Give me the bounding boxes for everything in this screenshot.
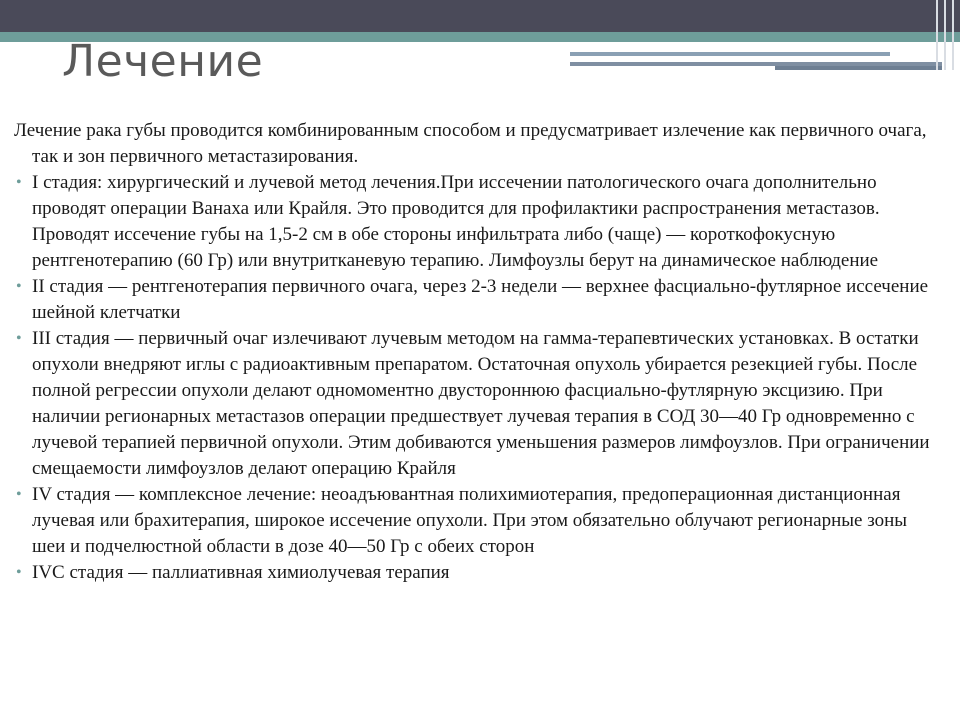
list-item-text: IVC стадия — паллиативная химиолучевая терапия [32,562,450,583]
list-item [14,482,932,560]
bullet-icon: • [16,174,22,191]
header-stripe [775,66,942,70]
list-item-text: I стадия: хирургический и лучевой метод лечения.При иссечении патологического очага дополнительно проводят операции Ванаха или Крайля. Это проводится для профилактики распространения метастазов. Проводят иссечение губы на 1,5-2 см в обе стороны инфильтрата либо (чаще) — короткофокусную рентгенотерапию (60 Гр) или внутритканевую терапию. Лимфоузлы берут на динамическое наблюдение [32,172,880,271]
slide-title: Лечение [62,36,264,87]
corner-line [936,0,938,70]
corner-decoration [930,0,960,70]
intro-paragraph: Лечение рака губы проводится комбинированным способом и предусматривает излечение как первичного очага, так и зон первичного метастазирования. [14,120,927,167]
list-item [14,326,932,482]
header-stripe [570,52,890,56]
list-item [14,170,932,274]
bullet-icon: • [16,564,22,581]
list-item-text: III стадия — первичный очаг излечивают лучевым методом на гамма-терапевтических установках. В остатки опухоли внедряют иглы с радиоактивным препаратом. Остаточная опухоль убирается резекцией губы. После полной регрессии опухоли делают одномоментно двустороннюю фасциально-футлярную эксцизию. При наличии регионарных метастазов операции предшествует лучевая терапия в СОД 30—40 Гр одновременно с лучевой терапией первичной опухоли. Этим добиваются уменьшения размеров лимфоузлов. При ограничении смещаемости лимфоузлов делают операцию Крайля [32,328,930,479]
list-item [14,560,932,586]
list-item-text: II стадия — рентгенотерапия первичного очага, через 2-3 недели — верхнее фасциально-футлярное иссечение шейной клетчатки [32,276,929,323]
list-item-text: IV стадия — комплексное лечение: неоадъювантная полихимиотерапия, предоперационная дистанционная лучевая или брахитерапия, широкое иссечение опухоли. При этом обязательно облучают регионарные зоны шеи и подчелюстной области в дозе 40—50 Гр с обеих сторон [32,484,908,557]
header-dark-bar [0,0,960,32]
slide-content [14,118,932,586]
corner-line [952,0,954,70]
bullet-icon: • [16,486,22,503]
bullet-icon: • [16,330,22,347]
corner-line [944,0,946,70]
bullet-icon: • [16,278,22,295]
list-item [14,274,932,326]
